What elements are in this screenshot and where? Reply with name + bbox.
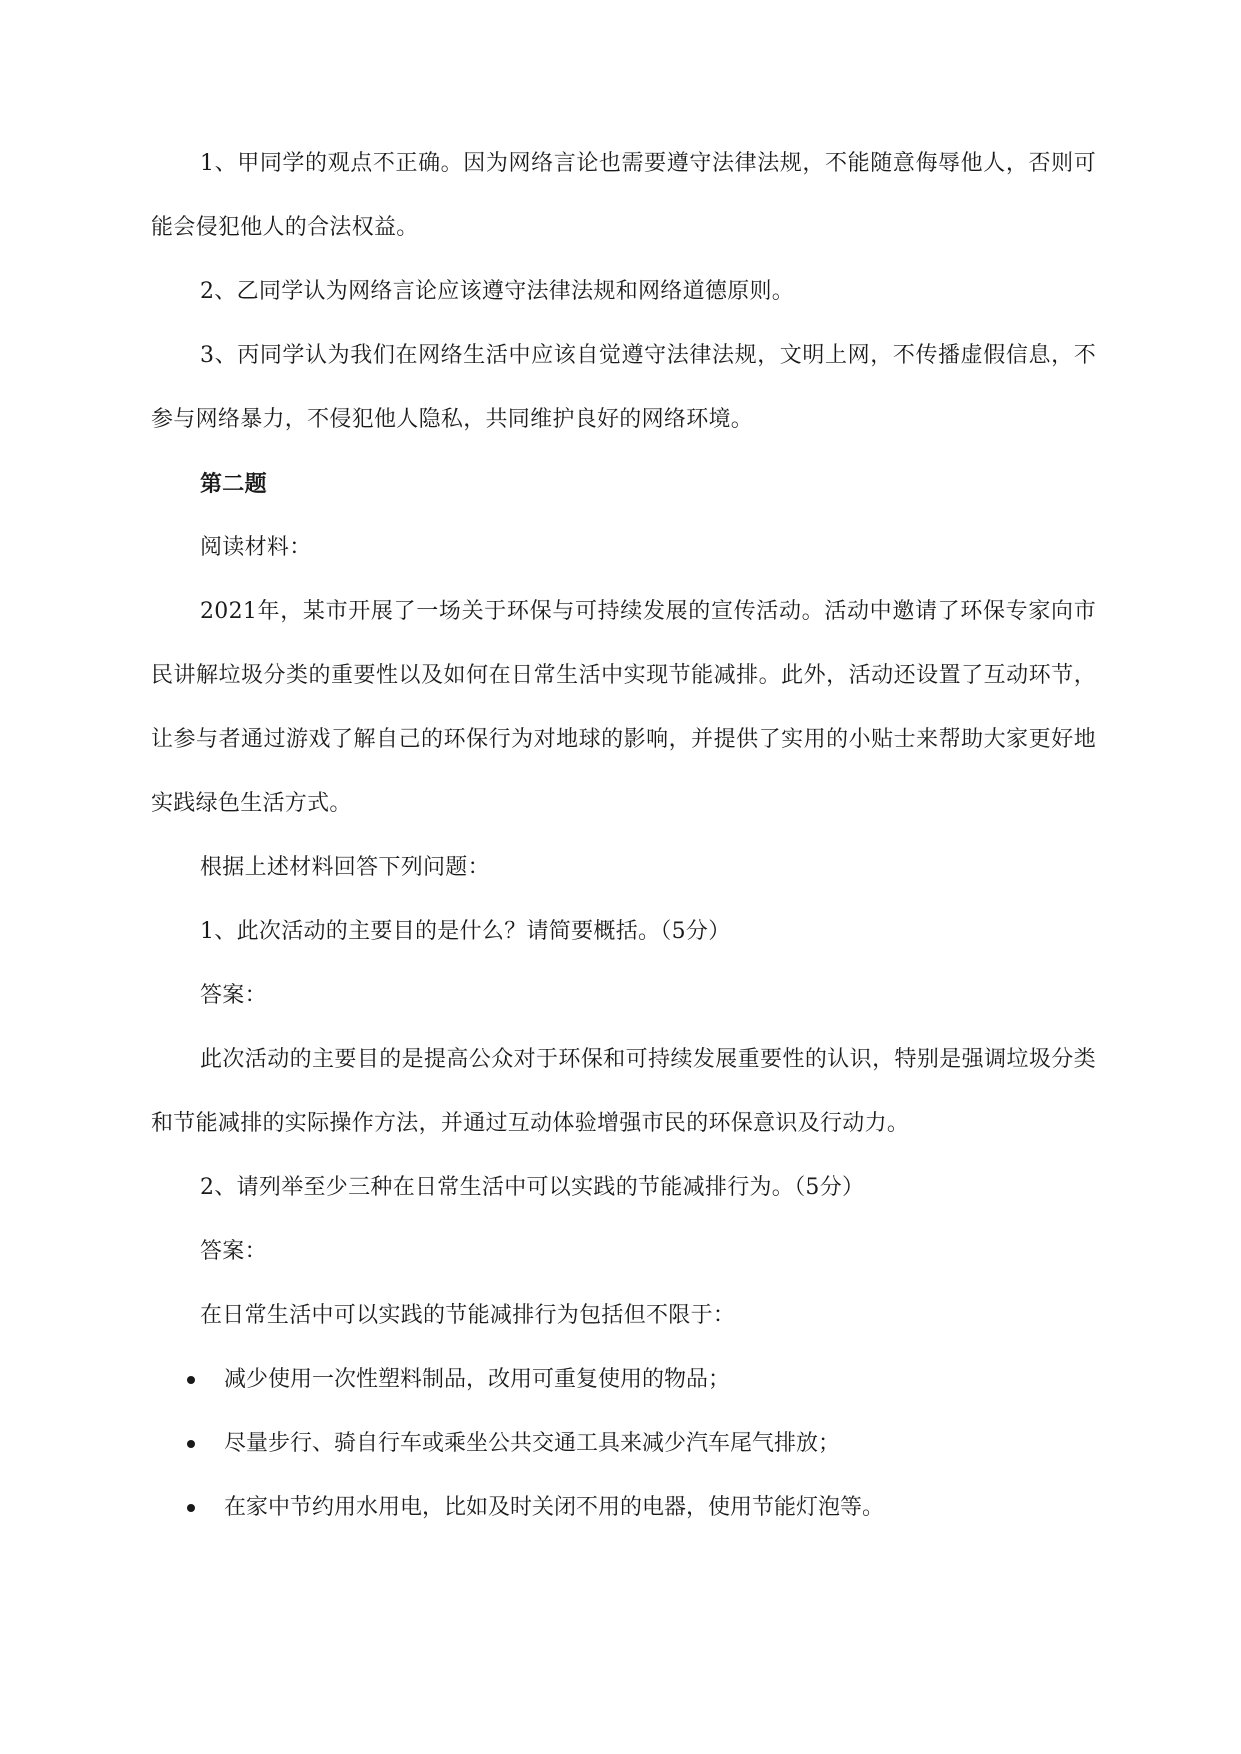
material-paragraph: 2021年，某市开展了一场关于环保与可持续发展的宣传活动。活动中邀请了环保专家向市民讲解垃圾分类的重要性以及如何在日常生活中实现节能减排。此外，活动还设置了互动环节，让参与者通过游戏了解自己的环保行为对地球的影响，并提供了实用的小贴士来帮助大家更好地实践绿色生活方式。 (151, 599, 1096, 816)
list-item-text: 尽量步行、骑自行车或乘坐公共交通工具来减少汽车尾气排放； (224, 1431, 841, 1456)
bullet-icon (187, 1440, 195, 1448)
answer-1-paragraph: 1、甲同学的观点不正确。因为网络言论也需要遵守法律法规，不能随意侮辱他人，否则可能会侵犯他人的合法权益。 (151, 151, 1096, 240)
answer-label-2: 答案： (200, 1239, 267, 1264)
question-2: 2、请列举至少三种在日常生活中可以实践的节能减排行为。（5分） (200, 1175, 865, 1200)
bullet-icon (187, 1376, 195, 1384)
question-1: 1、此次活动的主要目的是什么？请简要概括。（5分） (200, 919, 731, 944)
bullet-icon (187, 1504, 195, 1512)
answer-label-1: 答案： (200, 983, 267, 1008)
list-item (151, 1348, 1096, 1412)
instruction-paragraph: 根据上述材料回答下列问题： (200, 855, 490, 880)
list-item-text: 减少使用一次性塑料制品，改用可重复使用的物品； (224, 1367, 731, 1392)
answer-2-paragraph: 2、乙同学认为网络言论应该遵守法律法规和网络道德原则。 (200, 279, 795, 304)
answer-1-text: 此次活动的主要目的是提高公众对于环保和可持续发展重要性的认识，特别是强调垃圾分类和节能减排的实际操作方法，并通过互动体验增强市民的环保意识及行动力。 (151, 1047, 1096, 1136)
section-heading: 第二题 (200, 471, 267, 497)
reading-material-label: 阅读材料： (200, 535, 312, 560)
answer-3-paragraph: 3、丙同学认为我们在网络生活中应该自觉遵守法律法规，文明上网，不传播虚假信息，不参与网络暴力，不侵犯他人隐私，共同维护良好的网络环境。 (151, 343, 1096, 432)
list-item-text: 在家中节约用水用电，比如及时关闭不用的电器，使用节能灯泡等。 (224, 1495, 885, 1520)
list-item (151, 1412, 1096, 1476)
answer-2-intro: 在日常生活中可以实践的节能减排行为包括但不限于： (200, 1303, 736, 1328)
list-item (151, 1476, 1096, 1540)
